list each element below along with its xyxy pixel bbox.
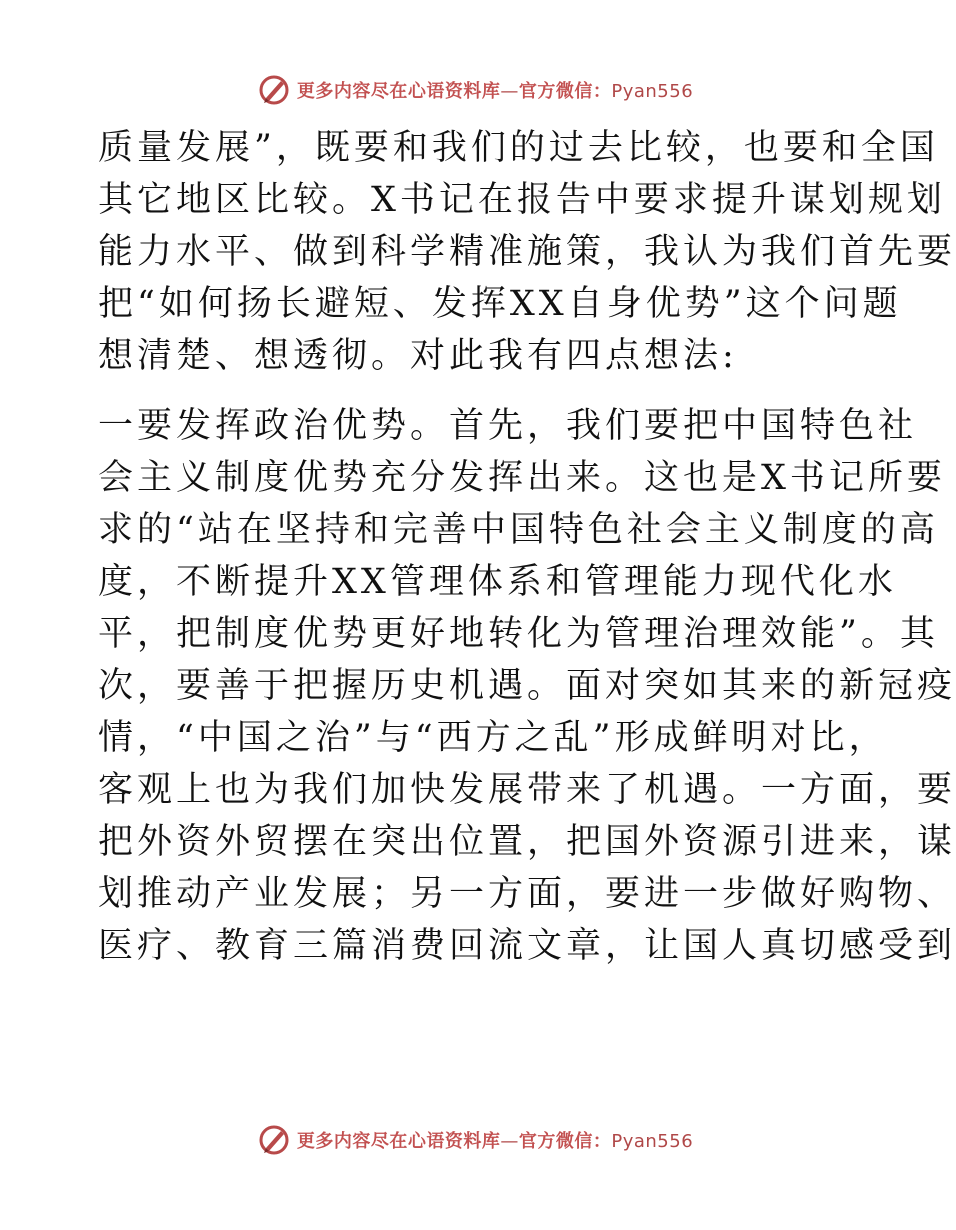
paragraph-1 <box>98 122 956 382</box>
paragraph-2 <box>98 400 956 972</box>
pen-logo-icon <box>257 1123 291 1157</box>
text-line: 次，要善于把握历史机遇。面对突如其来的新冠疫 <box>98 666 956 706</box>
text-line: 能力水平、做到科学精准施策，我认为我们首先要 <box>98 232 956 272</box>
wechat-label: 官方微信： <box>518 81 612 102</box>
document-body <box>98 122 956 972</box>
footer-banner-text <box>297 1127 693 1153</box>
site-name: 更多内容尽在心语资料库 <box>296 1131 501 1152</box>
text-line: 质量发展”，既要和我们的过去比较，也要和全国 <box>98 128 939 168</box>
text-line: 把“如何扬长避短、发挥XX自身优势”这个问题 <box>98 284 902 324</box>
text-line: 求的“站在坚持和完善中国特色社会主义制度的高 <box>98 510 939 550</box>
header-watermark-banner <box>0 70 950 110</box>
wechat-id: Pyan556 <box>611 81 694 102</box>
pen-logo-icon <box>257 73 291 107</box>
wechat-label: 官方微信： <box>518 1131 612 1152</box>
wechat-id: Pyan556 <box>611 1131 694 1152</box>
text-line: 会主义制度优势充分发挥出来。这也是X书记所要 <box>98 458 946 498</box>
header-banner-text <box>297 77 693 103</box>
text-line: 把外资外贸摆在突出位置，把国外资源引进来，谋 <box>98 822 956 862</box>
text-line: 平，把制度优势更好地转化为管理治理效能”。其 <box>98 614 939 654</box>
text-line: 划推动产业发展；另一方面，要进一步做好购物、 <box>98 874 956 914</box>
text-line: 其它地区比较。X书记在报告中要求提升谋划规划 <box>98 180 946 220</box>
text-line: 医疗、教育三篇消费回流文章，让国人真切感受到 <box>98 926 956 966</box>
text-line: 情，“中国之治”与“西方之乱”形成鲜明对比， <box>98 718 888 758</box>
site-name: 更多内容尽在心语资料库 <box>296 81 501 102</box>
text-line: 想清楚、想透彻。对此我有四点想法: <box>98 336 738 376</box>
text-line: 度，不断提升XX管理体系和管理能力现代化水 <box>98 562 897 602</box>
banner-separator: — <box>500 1131 519 1152</box>
footer-watermark-banner <box>0 1120 950 1160</box>
text-line: 客观上也为我们加快发展带来了机遇。一方面，要 <box>98 770 956 810</box>
banner-separator: — <box>500 81 519 102</box>
text-line: 一要发挥政治优势。首先，我们要把中国特色社 <box>98 406 918 446</box>
